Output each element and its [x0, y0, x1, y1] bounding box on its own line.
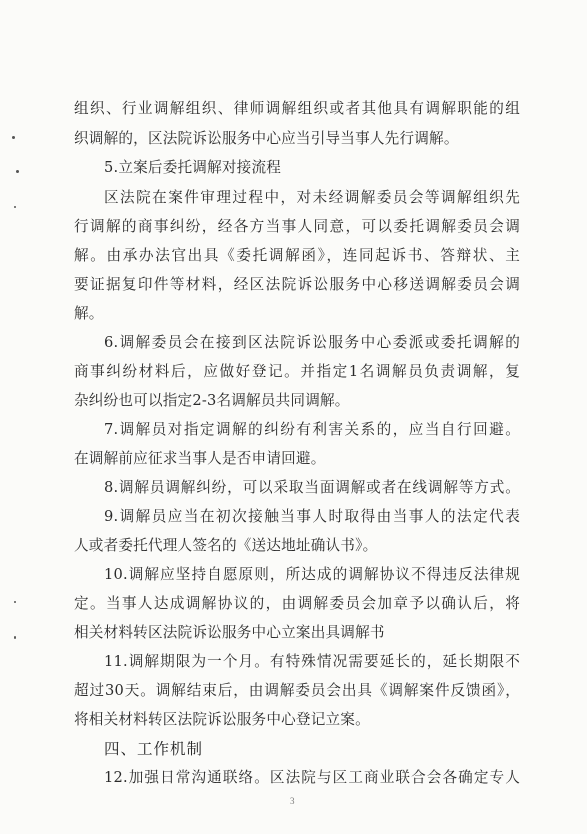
page-number: 3	[290, 796, 295, 806]
margin-mark	[16, 170, 19, 173]
text-line: 6.调解委员会在接到区法院诉讼服务中心委派或委托调解的	[104, 334, 520, 351]
text-line: 行调解的商事纠纷，经各方当事人同意，可以委托调解委员会调	[74, 218, 520, 235]
margin-mark	[14, 206, 16, 208]
text-line: 商事纠纷材料后，应做好登记。并指定1名调解员负责调解，复	[74, 363, 520, 380]
text-line: 5.立案后委托调解对接流程	[104, 159, 282, 176]
text-line: 织调解的，区法院诉讼服务中心应当引导当事人先行调解。	[74, 130, 459, 147]
text-line: 在调解前应征求当事人是否申请回避。	[74, 450, 326, 467]
text-line: 定。当事人达成调解协议的，由调解委员会加章予以确认后，将	[74, 595, 520, 612]
text-line: 人或者委托代理人签名的《送达地址确认书》。	[74, 537, 378, 554]
text-line: 解。由承办法官出具《委托调解函》，连同起诉书、答辩状、主	[74, 247, 520, 264]
section-heading: 四、工作机制	[104, 740, 204, 758]
text-line: 杂纠纷也可以指定2-3名调解员共同调解。	[74, 392, 350, 409]
text-line: 11.调解期限为一个月。有特殊情况需要延长的，延长期限不	[104, 653, 520, 670]
text-line: 9.调解员应当在初次接触当事人时取得由当事人的法定代表	[104, 508, 520, 525]
text-line: 解。	[74, 305, 104, 322]
margin-mark	[14, 636, 16, 639]
text-line: 要证据复印件等材料，经区法院诉讼服务中心移送调解委员会调	[74, 276, 520, 293]
text-line: 超过30天。调解结束后，由调解委员会出具《调解案件反馈函》，	[74, 682, 520, 699]
text-line: 区法院在案件审理过程中，对未经调解委员会等调解组织先	[104, 189, 520, 206]
text-line: 10.调解应坚持自愿原则，所达成的调解协议不得违反法律规	[104, 566, 520, 583]
text-line: 7.调解员对指定调解的纠纷有利害关系的，应当自行回避。	[104, 421, 520, 438]
text-line: 组织、行业调解组织、律师调解组织或者其他具有调解职能的组	[74, 100, 520, 117]
text-line: 相关材料转区法院诉讼服务中心立案出具调解书	[74, 624, 385, 641]
text-line: 12.加强日常沟通联络。区法院与区工商业联合会各确定专人	[104, 769, 520, 786]
text-line: 将相关材料转区法院诉讼服务中心登记立案。	[74, 711, 370, 728]
text-line: 8.调解员调解纠纷，可以采取当面调解或者在线调解等方式。	[104, 479, 520, 496]
margin-mark	[12, 136, 15, 139]
margin-mark	[14, 601, 16, 603]
